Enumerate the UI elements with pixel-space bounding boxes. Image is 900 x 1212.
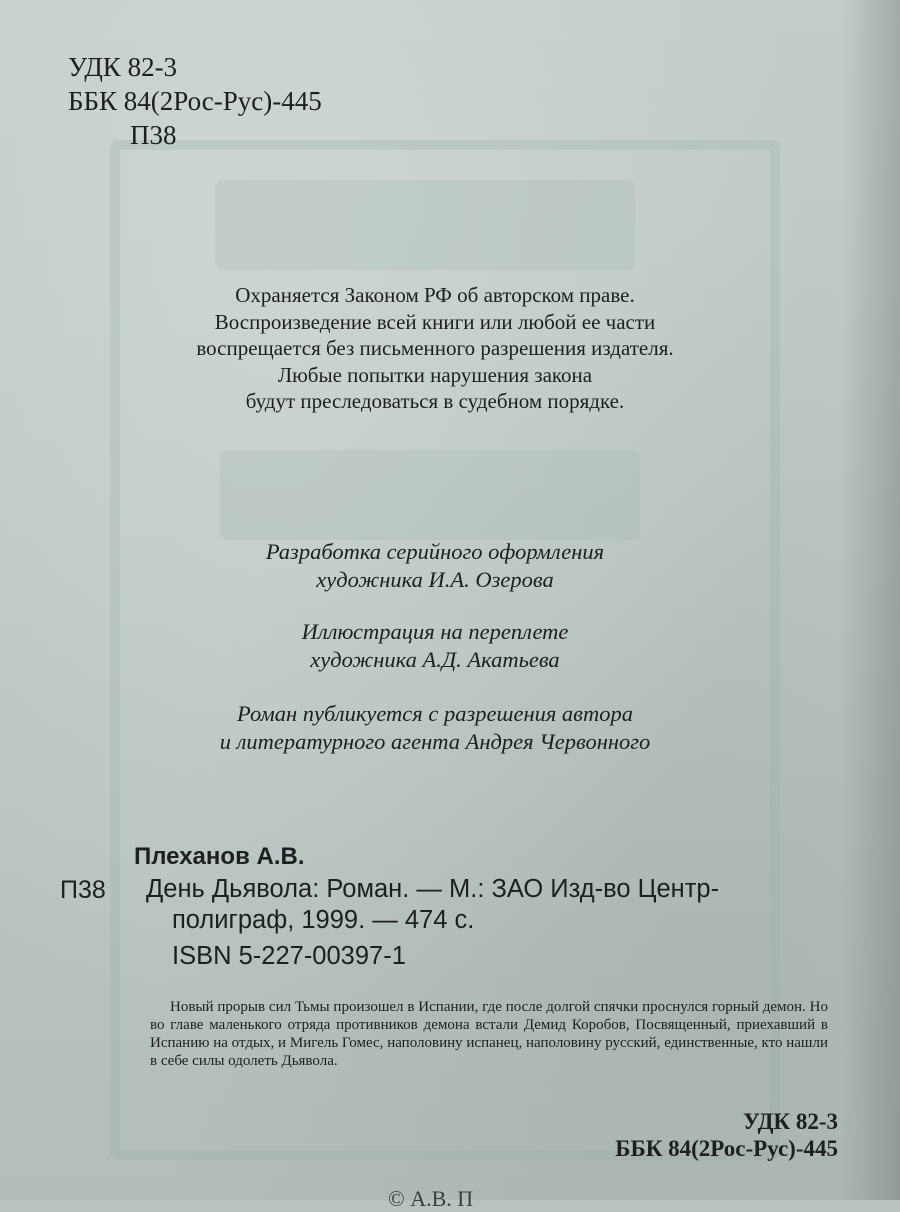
udk-code: УДК 82-3	[68, 52, 178, 82]
bbk-code: ББК 84(2Рос-Рус)-445	[615, 1136, 838, 1161]
author-mark: П38	[130, 120, 177, 150]
credit-line: Роман публикуется с разрешения автора	[237, 701, 633, 726]
credit-line: Иллюстрация на переплете	[301, 619, 569, 644]
copyright-line: Охраняется Законом РФ об авторском праве.	[235, 283, 635, 307]
copyright-mark: © А.В. П	[388, 1186, 474, 1211]
copyright-line: будут преследоваться в судебном порядке.	[245, 389, 625, 413]
page-edge-shadow	[840, 0, 900, 1200]
catalog-code: П38	[60, 876, 106, 904]
copyright-notice	[140, 282, 730, 415]
bbk-code: ББК 84(2Рос-Рус)-445	[68, 86, 322, 116]
credit-line: и литературного агента Андрея Червонного	[219, 729, 651, 754]
credit-line: художника И.А. Озерова	[316, 567, 554, 592]
show-through-band-middle	[220, 450, 640, 540]
show-through-band-top	[215, 180, 635, 270]
series-design-credit	[150, 538, 720, 594]
isbn: ISBN 5-227-00397-1	[172, 942, 406, 970]
description-line: День Дьявола: Роман. — М.: ЗАО Изд-во Центр-	[146, 875, 720, 903]
cover-illustration-credit	[150, 618, 720, 674]
credit-line: художника А.Д. Акатьева	[310, 647, 560, 672]
bibliographic-description	[146, 874, 719, 936]
udk-code: УДК 82-3	[743, 1109, 838, 1134]
copyright-line: воспрещается без письменного разрешения издателя.	[196, 336, 674, 360]
copyright-line: Любые попытки нарушения закона	[277, 362, 593, 387]
publication-permission-credit	[150, 700, 720, 756]
top-classification-codes	[68, 50, 322, 152]
description-line: полиграф, 1999. — 474 с.	[172, 906, 475, 934]
author-name: Плеханов А.В.	[134, 843, 305, 870]
annotation	[150, 998, 828, 1070]
credit-line: Разработка серийного оформления	[265, 539, 605, 564]
bottom-classification-codes	[615, 1108, 838, 1162]
copyright-line: Воспроизведение всей книги или любой ее части	[214, 309, 656, 334]
annotation-text: Новый прорыв сил Тьмы произошел в Испании, где после долгой спячки проснулся горный демон. Но во главе маленького отряда противников демона встали Демид Коробов, Посвященный, приехавший в Испанию на отдых, и Мигель Гомес, наполовину испанец, наполовину русский, единственные, кто нашли в себе силы одолеть Дьявола.	[150, 999, 828, 1069]
